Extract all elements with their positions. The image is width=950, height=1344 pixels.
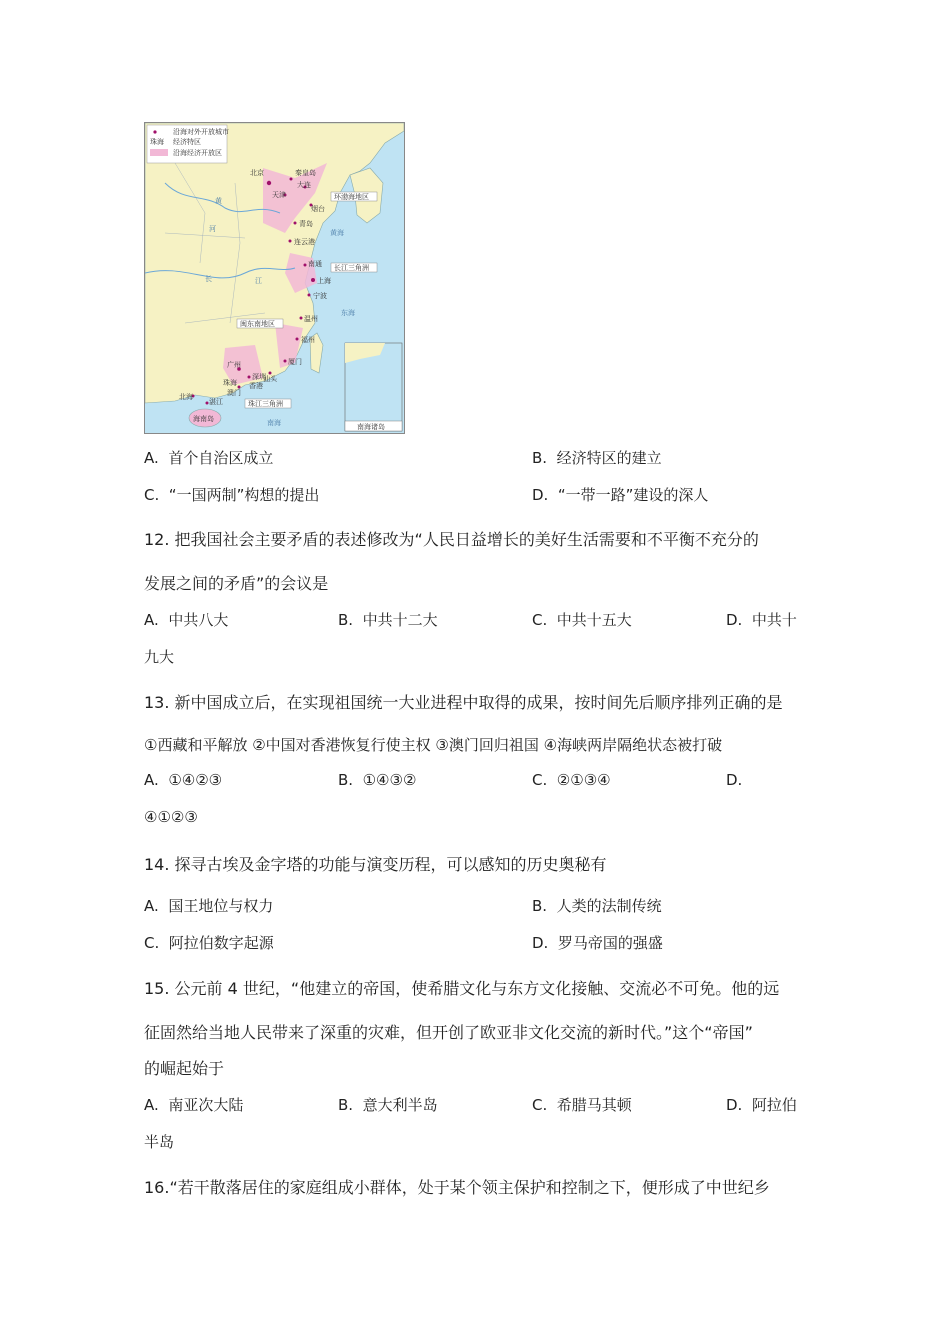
- label-xiamen: 厦门: [288, 358, 302, 366]
- q13-option-a[interactable]: A. ①④②③: [144, 771, 223, 789]
- label-nanhai: 南海: [267, 419, 281, 427]
- legend-sez-example: 珠海: [150, 138, 164, 146]
- coastal-open-map: [144, 122, 405, 434]
- label-lianyungang: 连云港: [294, 238, 315, 246]
- legend-open-zone: 沿海经济开放区: [173, 149, 222, 157]
- label-nantong: 南通: [308, 260, 322, 268]
- label-changjiang-river: 长: [205, 275, 212, 283]
- label-hainan: 海南岛: [193, 415, 214, 423]
- q13-option-d-wrap: ④①②③: [144, 808, 198, 826]
- q12-option-b[interactable]: B. 中共十二大: [338, 611, 438, 629]
- legend-open-city: 沿海对外开放城市: [173, 128, 229, 136]
- label-shanghai: 上海: [317, 277, 331, 285]
- q12-line2: 发展之间的矛盾”的会议是: [144, 574, 329, 593]
- q14-option-a[interactable]: A. 国王地位与权力: [144, 897, 274, 915]
- q12-option-a[interactable]: A. 中共八大: [144, 611, 229, 629]
- q16-line1: 16.“若干散落居住的家庭组成小群体，处于某个领主保护和控制之下，便形成了中世纪乡: [144, 1178, 770, 1197]
- q11-option-d-text: “一带一路”建设的深人: [557, 486, 709, 504]
- label-huanghai: 黄海: [330, 229, 344, 237]
- map-graphic: [145, 123, 404, 433]
- label-he: 河: [209, 225, 216, 233]
- label-huanghe: 黄: [215, 197, 222, 205]
- label-dalian: 大连: [297, 181, 311, 189]
- q11-option-c[interactable]: C. “一国两制”构想的提出: [144, 486, 320, 504]
- label-zhanjiang: 湛江: [209, 398, 223, 406]
- label-jiang: 江: [255, 277, 262, 285]
- label-guangzhou: 广州: [227, 361, 241, 369]
- label-yantai: 烟台: [311, 205, 325, 213]
- q13-line1: 13. 新中国成立后，在实现祖国统一大业进程中取得的成果，按时间先后顺序排列正确的是: [144, 693, 783, 712]
- label-beihai: 北海: [179, 393, 193, 401]
- label-tianjin: 天津: [272, 191, 286, 199]
- legend-dot: [153, 130, 156, 133]
- label-donghai: 东海: [341, 309, 355, 317]
- q15-line1: 15. 公元前 4 世纪，“他建立的帝国，使希腊文化与东方文化接触、交流必不可免。他的远: [144, 979, 780, 998]
- q15-option-a[interactable]: A. 南亚次大陆: [144, 1096, 244, 1114]
- label-shantou: 汕头: [263, 375, 277, 383]
- label-xianggang: 香港: [249, 382, 263, 390]
- q11-option-a[interactable]: A. 首个自治区成立: [144, 449, 274, 467]
- q14-option-c[interactable]: C. 阿拉伯数字起源: [144, 934, 274, 952]
- tag-huanbohai: 环渤海地区: [334, 193, 369, 201]
- label-ningbo: 宁波: [313, 292, 327, 300]
- q12-option-d[interactable]: D. 中共十: [726, 611, 797, 629]
- legend-zone-swatch: [150, 149, 168, 156]
- tag-mindongnan: 闽东南地区: [240, 320, 275, 328]
- tag-zhujiang: 珠江三角洲: [248, 400, 283, 408]
- label-aomen: 澳门: [227, 389, 241, 397]
- q12-option-c[interactable]: C. 中共十五大: [532, 611, 632, 629]
- label-wenzhou: 温州: [304, 315, 318, 323]
- label-shenzhen: 深圳: [252, 373, 266, 381]
- inset-title: 南海诸岛: [357, 423, 385, 431]
- legend-sez: 经济特区: [173, 138, 201, 146]
- q12-option-d-wrap: 九大: [144, 648, 175, 666]
- q15-line2: 征固然给当地人民带来了深重的灾难，但开创了欧亚非文化交流的新时代。”这个“帝国”: [144, 1023, 753, 1042]
- q13-option-d[interactable]: D.: [726, 771, 743, 789]
- q11-option-b-text: 经济特区的建立: [556, 449, 662, 467]
- q15-option-d-wrap: 半岛: [144, 1133, 175, 1151]
- label-qingdao: 青岛: [299, 220, 313, 228]
- q13-option-b[interactable]: B. ①④③②: [338, 771, 417, 789]
- q11-option-c-text: “一国两制”构想的提出: [168, 486, 320, 504]
- q15-option-d[interactable]: D. 阿拉伯: [726, 1096, 797, 1114]
- q14-option-b[interactable]: B. 人类的法制传统: [532, 897, 662, 915]
- q15-option-b[interactable]: B. 意大利半岛: [338, 1096, 438, 1114]
- label-zhuhai: 珠海: [223, 379, 237, 387]
- q13-line2: ①西藏和平解放 ②中国对香港恢复行使主权 ③澳门回归祖国 ④海峡两岸隔绝状态被打破: [144, 736, 723, 754]
- q15-option-c[interactable]: C. 希腊马其顿: [532, 1096, 632, 1114]
- q11-option-b[interactable]: B. 经济特区的建立: [532, 449, 662, 467]
- q14-option-d[interactable]: D. 罗马帝国的强盛: [532, 934, 663, 952]
- q11-option-a-text: 首个自治区成立: [168, 449, 274, 467]
- label-fuzhou: 福州: [301, 336, 315, 344]
- q13-option-c[interactable]: C. ②①③④: [532, 771, 611, 789]
- q12-line1: 12. 把我国社会主要矛盾的表述修改为“人民日益增长的美好生活需要和不平衡不充分的: [144, 530, 759, 549]
- tag-changjiang: 长江三角洲: [334, 264, 369, 272]
- q14-line1: 14. 探寻古埃及金字塔的功能与演变历程，可以感知的历史奥秘有: [144, 855, 607, 874]
- label-qinhuangdao: 秦皇岛: [295, 169, 316, 177]
- q15-line3: 的崛起始于: [144, 1059, 225, 1078]
- q11-option-d[interactable]: D. “一带一路”建设的深人: [532, 486, 709, 504]
- label-beijing: 北京: [250, 169, 264, 177]
